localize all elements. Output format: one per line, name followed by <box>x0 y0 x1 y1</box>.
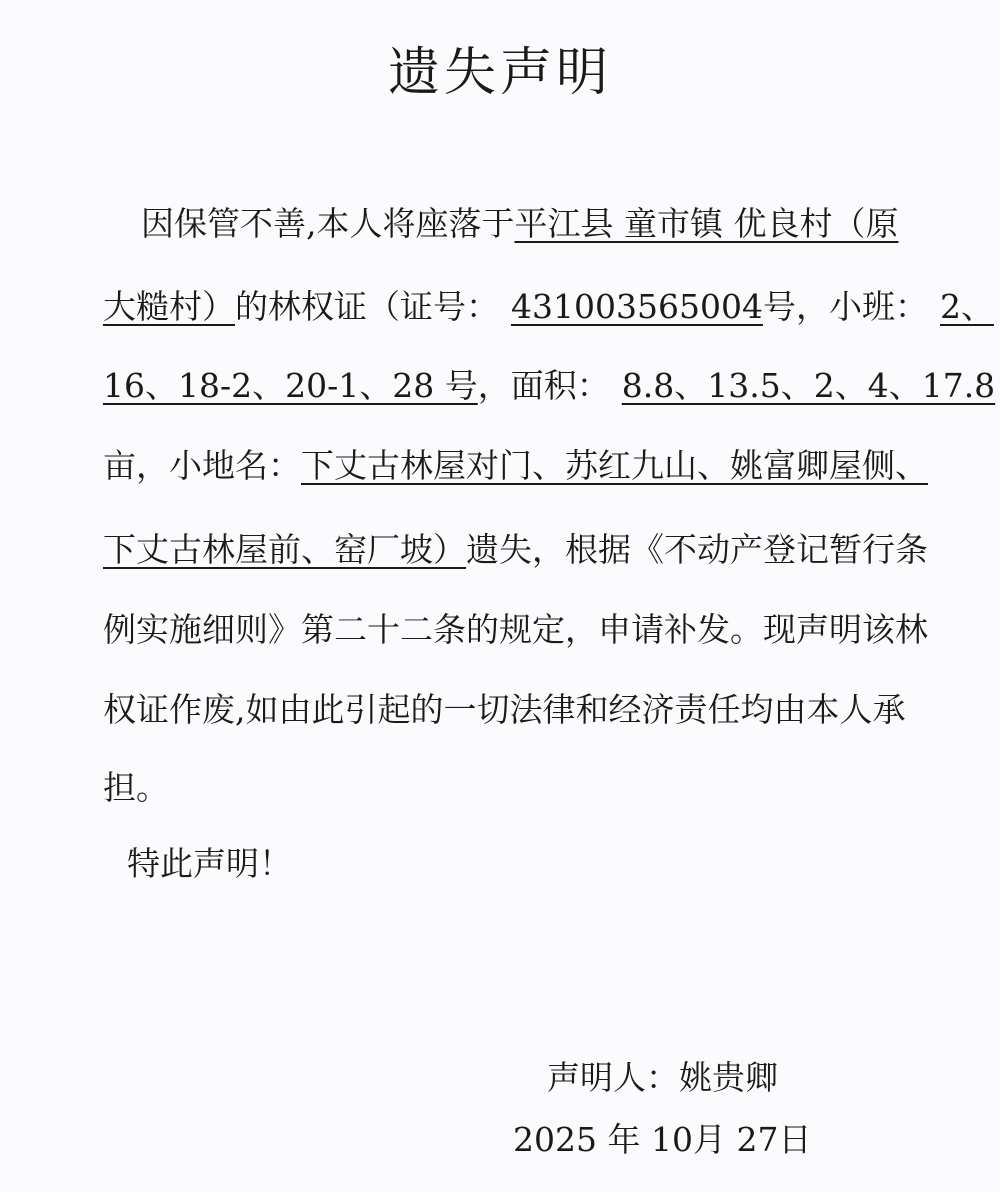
body-line-3 <box>103 364 996 408</box>
date-day-unit: 日 <box>778 1120 812 1159</box>
closing-line <box>127 842 937 886</box>
body-line-6 <box>103 608 928 652</box>
signature-label: 声明人： <box>547 1058 679 1097</box>
signature-name: 姚贵卿 <box>679 1058 778 1097</box>
body-text: 因保管不善,本人将座落于 <box>141 204 515 243</box>
body-line-8 <box>103 766 913 810</box>
date-year: 2025 <box>513 1120 597 1159</box>
location-underlined: 大糙村） <box>103 287 235 326</box>
closing-text: 特此声明！ <box>127 844 292 883</box>
body-text: 遗失，根据《不动产登记暂行条 <box>466 530 928 569</box>
body-line-2 <box>103 285 994 329</box>
body-text: 权证作废,如由此引起的一切法律和经济责任均由本人承 <box>103 690 906 729</box>
document-title: 遗失声明 <box>387 43 612 103</box>
area-values: 8.8、13.5、2、4、17.8 <box>621 366 996 405</box>
place-names: 下丈古林屋对门、苏红九山、姚富卿屋侧、 <box>301 446 928 485</box>
date-year-unit: 年 <box>607 1120 641 1159</box>
body-line-4 <box>103 444 928 488</box>
body-text: 的林权证（证号： <box>235 287 499 326</box>
place-names: 下丈古林屋前、窑厂坡） <box>103 530 466 569</box>
sub-compartment-numbers: 2、 <box>939 287 994 326</box>
body-line-1 <box>103 202 913 246</box>
certificate-number: 431003565004 <box>511 287 763 326</box>
body-text: 担。 <box>103 768 169 807</box>
body-text: 例实施细则》第二十二条的规定，申请补发。现声明该林 <box>103 610 928 649</box>
body-text: 号，小班： <box>762 287 928 326</box>
signature-block <box>547 1056 778 1100</box>
body-text: 亩，小地名： <box>103 446 301 485</box>
date-block <box>513 1118 811 1162</box>
body-line-7 <box>103 688 913 732</box>
sub-compartment-numbers: 16、18-2、20-1、28 号 <box>103 366 478 405</box>
body-line-5 <box>103 528 928 572</box>
date-day: 27 <box>736 1120 779 1159</box>
location-underlined: 平江县 童市镇 优良村（原 <box>514 204 899 243</box>
date-month-unit: 月 <box>692 1120 726 1159</box>
date-month: 10 <box>650 1120 693 1159</box>
body-text: ，面积： <box>477 366 610 405</box>
